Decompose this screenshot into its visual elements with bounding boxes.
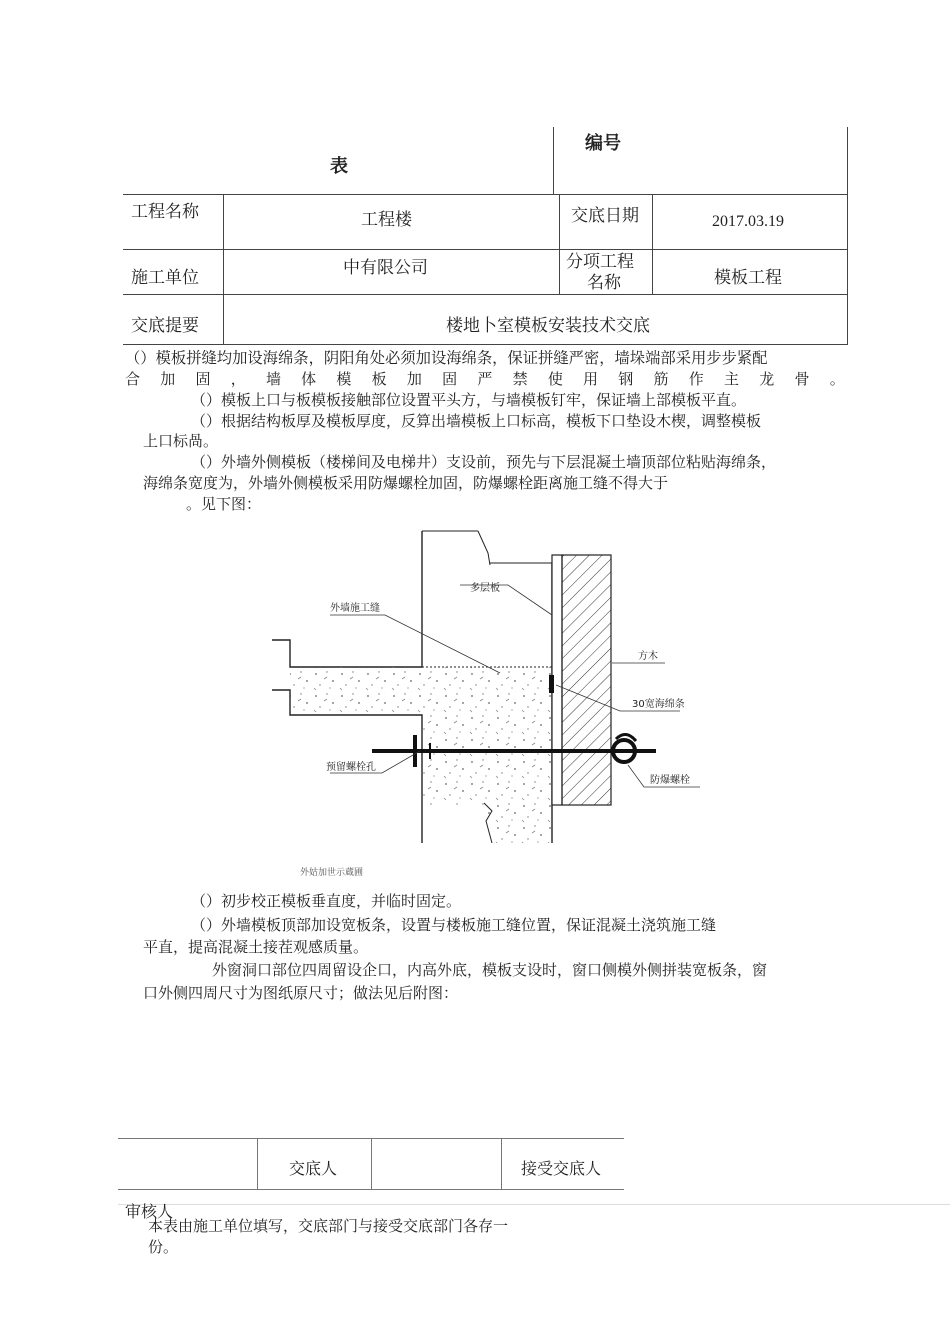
- label-multilayer-board: 多层板: [470, 583, 500, 594]
- form-title: 表: [330, 156, 348, 177]
- spread-char: 加: [406, 370, 422, 388]
- subitem-value: 模板工程: [714, 268, 782, 288]
- para-1-line-1: （）模板拼缝均加设海绵条，阴阳角处必须加设海绵条，保证拼缝严密，墙垛端部采用步步紧配: [125, 349, 768, 367]
- label-wall-joint: 外墙施工缝: [330, 603, 380, 614]
- spread-char: 作: [688, 370, 704, 388]
- spread-char: ，: [230, 370, 246, 388]
- note-line-1: 本表由施工单位填写，交底部门与接受交底部门各存一: [148, 1217, 509, 1235]
- header-divider: [553, 127, 554, 194]
- table-hline: [123, 294, 848, 295]
- header-right-border: [847, 127, 848, 194]
- spread-char: 骨: [794, 370, 810, 388]
- spread-char: 墙: [265, 370, 281, 388]
- spread-char: 钢: [618, 370, 634, 388]
- giver-label: 交底人: [289, 1159, 338, 1178]
- spread-char: 龙: [759, 370, 775, 388]
- reviewer-line: [118, 1204, 950, 1205]
- number-label: 编号: [585, 133, 621, 154]
- table-vline: [847, 194, 848, 345]
- label-timber: 方木: [638, 651, 658, 662]
- label-bolt: 防爆螺栓: [650, 775, 690, 786]
- label-reserved-hole: 预留螺栓孔: [326, 762, 376, 773]
- table-hline: [123, 249, 848, 250]
- para-5: （）初步校正模板垂直度，并临时固定。: [191, 892, 462, 910]
- spread-char: 用: [583, 370, 599, 388]
- date-value: 2017.03.19: [712, 213, 784, 230]
- para-6-line-1: （）外墙模板顶部加设宽板条，设置与楼板施工缝位置，保证混凝土浇筑施工缝: [191, 916, 717, 934]
- table-hline: [123, 194, 848, 195]
- label-sponge-strip: 30宽海绵条: [632, 699, 685, 710]
- spread-char: 固: [442, 370, 458, 388]
- table-vline: [652, 194, 653, 295]
- date-label: 交底日期: [571, 206, 639, 226]
- para-2: （）模板上口与板模板接触部位设置平头方，与墙模板钉牢，保证墙上部模板平直。: [191, 391, 747, 409]
- spread-char: 板: [371, 370, 387, 388]
- spread-char: 体: [301, 370, 317, 388]
- para-6-line-2: 平直，提高混凝土接茬观感质量。: [143, 938, 369, 956]
- subitem-label-line1: 分项工程: [566, 252, 634, 272]
- summary-label: 交底提要: [131, 316, 199, 336]
- sig-table-vline: [257, 1138, 258, 1190]
- sig-table-vline: [501, 1138, 502, 1190]
- table-vline: [223, 194, 224, 345]
- formwork-detail-diagram: [260, 515, 720, 880]
- spread-char: 严: [477, 370, 493, 388]
- para-3-line-1: （）根据结构板厚及模板厚度，反算出墙模板上口标高，模板下口垫设木楔，调整模板: [191, 412, 762, 430]
- para-7-line-2: 口外侧四周尺寸为图纸原尺寸；做法见后附图：: [143, 984, 459, 1002]
- para-4-line-1: （）外墙外侧模板（楼梯间及电梯井）支设前，预先与下层混凝土墙顶部位粘贴海绵条，: [191, 453, 777, 471]
- spread-char: 。: [829, 370, 845, 388]
- table-vline: [559, 194, 560, 295]
- summary-value: 楼地卜室模板安装技术交底: [446, 316, 650, 336]
- formwork: [549, 555, 611, 805]
- project-name-label: 工程名称: [131, 202, 199, 222]
- para-4-line-3: 。见下图：: [186, 495, 262, 513]
- spread-char: 使: [547, 370, 563, 388]
- subitem-label-line2: 名称: [587, 273, 621, 293]
- spread-char: 固: [195, 370, 211, 388]
- sig-table-vline: [371, 1138, 372, 1190]
- spread-char: 禁: [512, 370, 528, 388]
- table-hline: [123, 344, 848, 345]
- unit-value: 中有限公司: [343, 258, 428, 278]
- spread-char: 模: [336, 370, 352, 388]
- note-line-2: 份。: [148, 1238, 179, 1256]
- concrete-body: [272, 665, 552, 843]
- para-3-line-2: 上口标咼。: [143, 432, 219, 450]
- spread-char: 筋: [653, 370, 669, 388]
- para-1-line-2: [125, 369, 845, 389]
- upper-wall: [272, 531, 552, 667]
- spread-char: 合: [125, 370, 141, 388]
- para-4-line-2: 海绵条宽度为，外墙外侧模板采用防爆螺栓加固，防爆螺栓距离施工缝不得大于: [143, 474, 669, 492]
- project-name-value: 工程楼: [361, 210, 412, 230]
- receiver-label: 接受交底人: [521, 1159, 602, 1178]
- reviewer-label: 审核人: [125, 1202, 174, 1221]
- para-7-line-1: 外窗洞口部位四周留设企口，内高外底，模板支设时，窗口侧模外侧拼装宽板条，窗: [212, 961, 768, 979]
- unit-label: 施工单位: [131, 268, 199, 288]
- spread-char: 主: [723, 370, 739, 388]
- diagram-caption: 外姑加世示蔵圃: [300, 868, 364, 878]
- spread-char: 加: [160, 370, 176, 388]
